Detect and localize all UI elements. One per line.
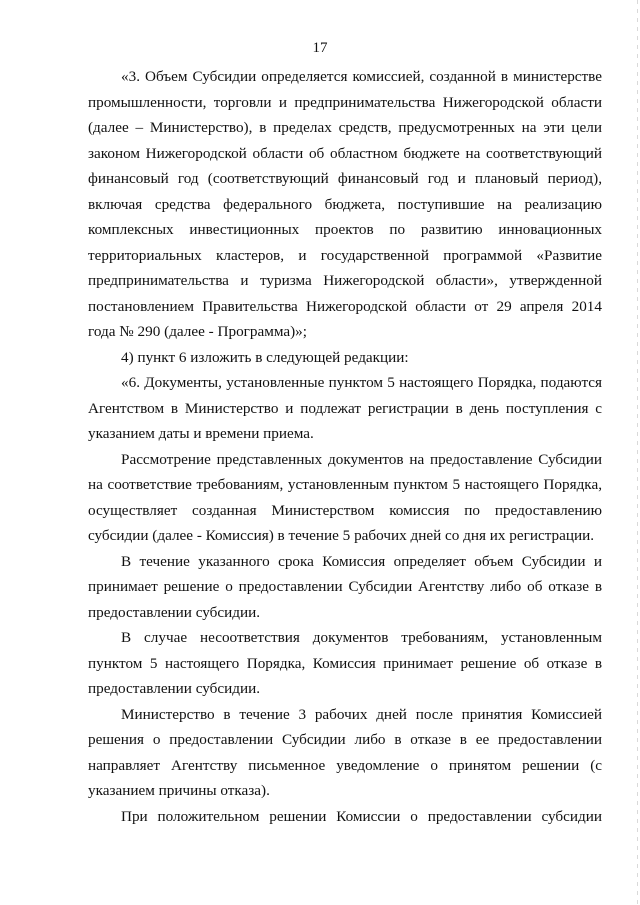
- paragraph-refusal: В случае несоответствия документов требованиям, установленным пунктом 5 настоящего Порядка, Комиссия принимает решение об отказе в предоставлении субсидии.: [88, 629, 602, 697]
- paragraph-item-6-documents: «6. Документы, установленные пунктом 5 настоящего Порядка, подаются Агентством в Министерство и подлежат регистрации в день поступления с указанием даты и времени приема.: [88, 374, 602, 442]
- scan-edge-line: [637, 0, 638, 905]
- paragraph-positive-decision: При положительном решении Комиссии о предоставлении субсидии: [121, 807, 602, 825]
- document-body: [88, 64, 602, 829]
- page-number: 17: [312, 40, 328, 56]
- paragraph-review: Рассмотрение представленных документов на предоставление Субсидии на соответствие требованиям, установленным пунктом 5 настоящего Порядка, осуществляет созданная Министерством комиссия по предоставлению субсидии (далее - Комиссия) в течение 5 рабочих дней со дня их регистрации.: [88, 450, 602, 544]
- paragraph-subsidy-volume: «3. Объем Субсидии определяется комиссией, созданной в министерстве промышленности, торговли и предпринимательства Нижегородской области (далее – Министерство), в пределах средств, предусмотренных на эти цели законом Нижегородской области об областном бюджете на соответствующий финансовый год (соответствующий финансовый год и плановый период), включая средства федерального бюджета, поступившие на реализацию комплексных инвестиционных проектов по развитию инновационных территориальных кластеров, и государственной программой «Развитие предпринимательства и туризма Нижегородской области», утвержденной постановлением Правительства Нижегородской области от 29 апреля 2014 года № 290 (далее - Программа)»;: [88, 68, 602, 340]
- paragraph-notification: Министерство в течение 3 рабочих дней после принятия Комиссией решения о предоставлении Субсидии либо в отказе в ее предоставлении направляет Агентству письменное уведомление о принятом решении (с указанием причины отказа).: [88, 705, 602, 799]
- paragraph-item-4: 4) пункт 6 изложить в следующей редакции:: [121, 348, 409, 366]
- paragraph-decision: В течение указанного срока Комиссия определяет объем Субсидии и принимает решение о предоставлении Субсидии Агентству либо об отказе в предоставлении субсидии.: [88, 552, 602, 621]
